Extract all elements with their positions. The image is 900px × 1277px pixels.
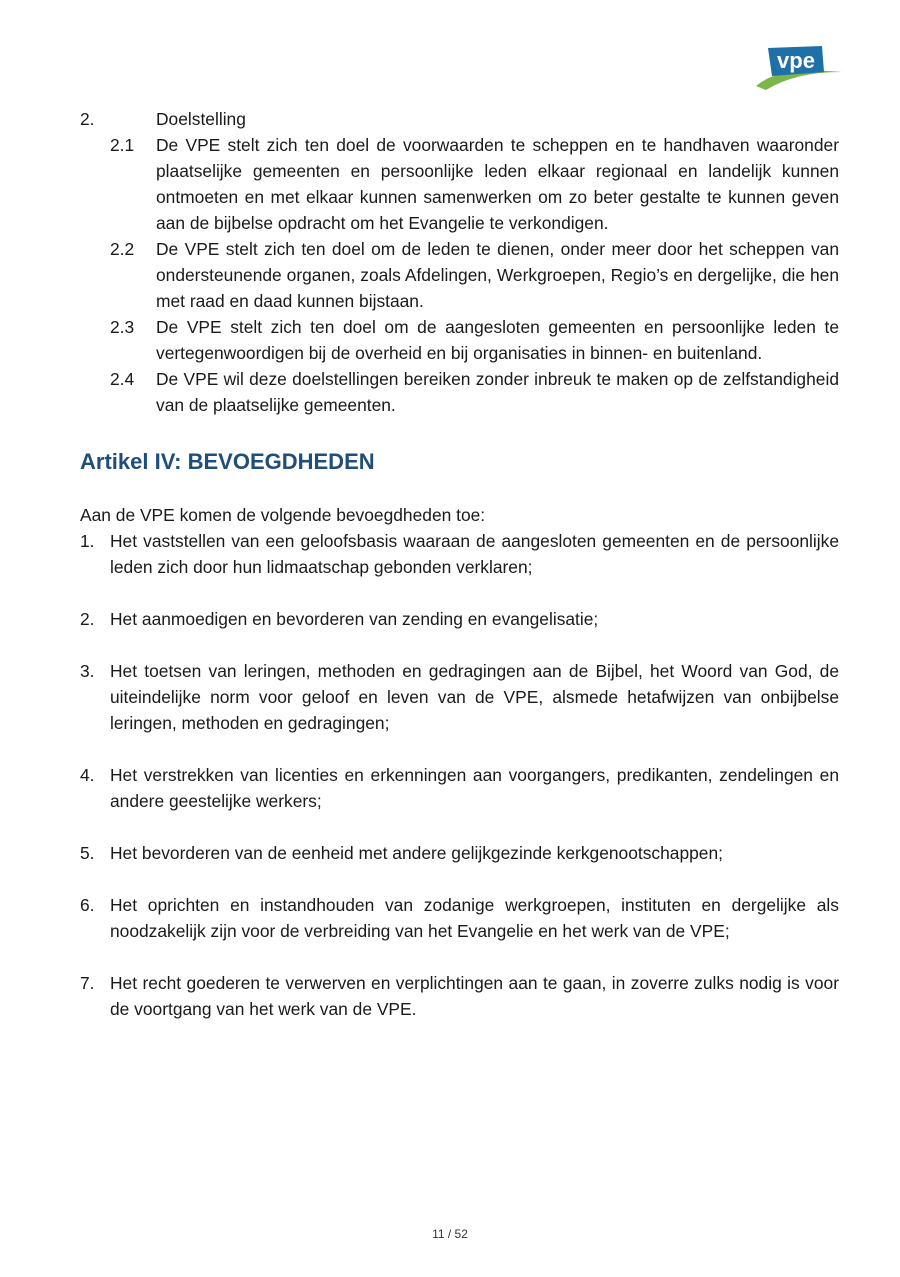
subsection-2-2 bbox=[80, 236, 839, 314]
list-item-text: Het toetsen van leringen, methoden en gedragingen aan de Bijbel, het Woord van God, de uiteindelijke norm voor geloof en leven van de VPE, alsmede hetafwijzen van onbijbelse leringen, methoden en gedragingen; bbox=[110, 661, 839, 733]
subsection-text: De VPE stelt zich ten doel om de leden te dienen, onder meer door het scheppen van ondersteunende organen, zoals Afdelingen, Werkgroepen, Regio’s en dergelijke, die hen met raad en daad kunnen bijstaan. bbox=[156, 239, 839, 311]
list-item-text: Het bevorderen van de eenheid met andere gelijkgezinde kerkgenootschappen; bbox=[110, 843, 723, 863]
article-title: Artikel IV: BEVOEGDHEDEN bbox=[80, 449, 375, 474]
list-item-number: 2. bbox=[80, 609, 95, 629]
article-intro: Aan de VPE komen de volgende bevoegdheden toe: bbox=[80, 505, 486, 525]
list-item-text: Het vaststellen van een geloofsbasis waaraan de aangesloten gemeenten en de persoonlijke leden zich door hun lidmaatschap gebonden verklaren; bbox=[110, 531, 839, 577]
list-item-text: Het oprichten en instandhouden van zodanige werkgroepen, instituten en dergelijke als noodzakelijk zijn voor de verbreiding van het Evangelie en het werk van de VPE; bbox=[110, 895, 839, 941]
list-item bbox=[80, 606, 839, 632]
section-heading bbox=[80, 106, 839, 132]
vpe-logo bbox=[752, 42, 844, 92]
section-title: Doelstelling bbox=[156, 109, 246, 129]
list-item-number: 4. bbox=[80, 765, 95, 785]
list-item-number: 6. bbox=[80, 895, 95, 915]
subsection-number: 2.4 bbox=[110, 369, 135, 389]
subsection-number: 2.1 bbox=[110, 135, 135, 155]
list-item-text: Het aanmoedigen en bevorderen van zending en evangelisatie; bbox=[110, 609, 599, 629]
vpe-logo-icon bbox=[752, 42, 844, 92]
list-item-number: 7. bbox=[80, 973, 95, 993]
list-item bbox=[80, 970, 839, 1022]
list-item bbox=[80, 892, 839, 944]
list-item bbox=[80, 658, 839, 736]
document-body bbox=[80, 106, 839, 1048]
list-item-number: 3. bbox=[80, 661, 95, 681]
subsection-number: 2.2 bbox=[110, 239, 135, 259]
subsection-text: De VPE wil deze doelstellingen bereiken zonder inbreuk te maken op de zelfstandigheid van de plaatselijke gemeenten. bbox=[156, 369, 839, 415]
subsection-2-4 bbox=[80, 366, 839, 418]
subsection-2-1 bbox=[80, 132, 839, 236]
page-number: 11 / 52 bbox=[432, 1227, 468, 1241]
list-item bbox=[80, 528, 839, 580]
list-item-number: 1. bbox=[80, 531, 95, 551]
list-item bbox=[80, 840, 839, 866]
list-item-text: Het recht goederen te verwerven en verplichtingen aan te gaan, in zoverre zulks nodig is voor de voortgang van het werk van de VPE. bbox=[110, 973, 839, 1019]
list-item-number: 5. bbox=[80, 843, 95, 863]
subsection-number: 2.3 bbox=[110, 317, 135, 337]
subsection-text: De VPE stelt zich ten doel de voorwaarden te scheppen en te handhaven waaronder plaatselijke gemeenten en persoonlijke leden elkaar regionaal en landelijk kunnen ontmoeten en met elkaar kunnen samenwerken om zo beter gestalte te kunnen geven aan de bijbelse opdracht om het Evangelie te verkondigen. bbox=[156, 135, 839, 233]
section-number: 2. bbox=[80, 109, 95, 129]
subsection-text: De VPE stelt zich ten doel om de aangesloten gemeenten en persoonlijke leden te vertegenwoordigen bij de overheid en bij organisaties in binnen- en buitenland. bbox=[156, 317, 839, 363]
list-item bbox=[80, 762, 839, 814]
subsection-2-3 bbox=[80, 314, 839, 366]
list-item-text: Het verstrekken van licenties en erkenningen aan voorgangers, predikanten, zendelingen en andere geestelijke werkers; bbox=[110, 765, 839, 811]
logo-text: vpe bbox=[777, 48, 815, 73]
